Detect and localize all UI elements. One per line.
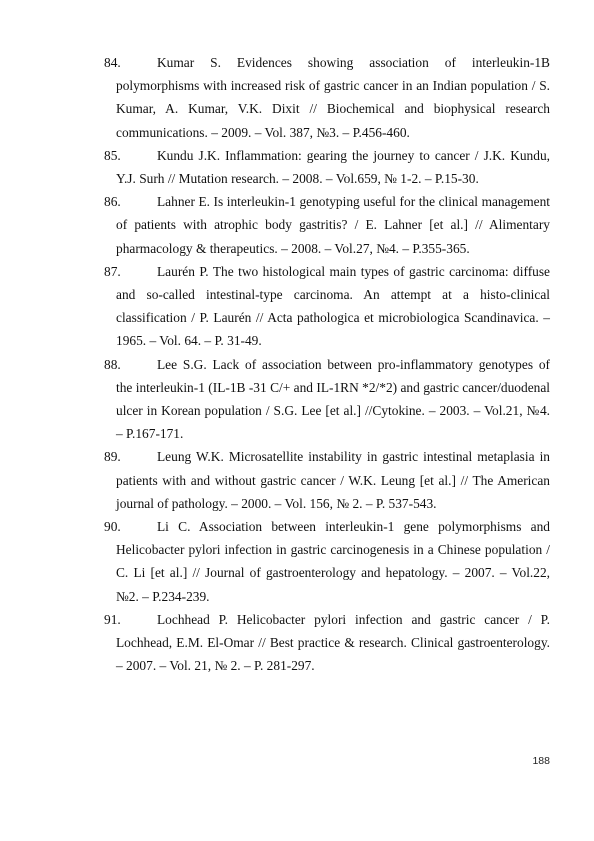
reference-text: Kundu J.K. Inflammation: gearing the journey to cancer / J.K. Kundu, Y.J. Surh // Mutation research. – 2008. – Vol.659, № 1-2. – P.15-30. bbox=[116, 147, 550, 187]
reference-text: Laurén P. The two histological main types of gastric carcinoma: diffuse and so-called intestinal-type carcinoma. An attempt at a histo-clinical classification / P. Laurén // Acta pathologica et microbiologica Scandinavica. – 1965. – Vol. 64. – P. 31-49. bbox=[116, 263, 550, 349]
reference-item bbox=[104, 190, 550, 260]
reference-text: Lochhead P. Helicobacter pylori infection and gastric cancer / P. Lochhead, E.M. El-Omar // Best practice & research. Clinical gastroenterology. – 2007. – Vol. 21, № 2. – P. 281-297. bbox=[116, 611, 550, 674]
reference-number: 90. bbox=[104, 519, 121, 535]
reference-number: 91. bbox=[104, 611, 121, 627]
reference-item bbox=[104, 608, 550, 678]
reference-list bbox=[104, 51, 550, 677]
reference-item bbox=[104, 260, 550, 353]
reference-item bbox=[104, 353, 550, 446]
reference-item bbox=[104, 515, 550, 608]
reference-number: 89. bbox=[104, 449, 121, 465]
reference-text: Leung W.K. Microsatellite instability in gastric intestinal metaplasia in patients with and without gastric cancer / W.K. Leung [et al.] // The American journal of pathology. – 2000. – Vol. 156, № 2. – P. 537-543. bbox=[116, 449, 550, 511]
reference-text: Kumar S. Evidences showing association of interleukin-1B polymorphisms with increased risk of gastric cancer in an Indian population / S. Kumar, A. Kumar, V.K. Dixit // Biochemical and biophysical research communications. – 2009. – Vol. 387, №3. – P.456-460. bbox=[116, 55, 550, 140]
page-number: 188 bbox=[532, 755, 550, 767]
reference-number: 87. bbox=[104, 263, 121, 279]
reference-text: Lee S.G. Lack of association between pro-inflammatory genotypes of the interleukin-1 (IL-1B -31 C/+ and IL-1RN *2/*2) and gastric cancer/duodenal ulcer in Korean population / S.G. Lee [et al.] //Cytokine. – 2003. – Vol.21, №4. – P.167-171. bbox=[116, 356, 550, 442]
reference-number: 88. bbox=[104, 356, 121, 372]
reference-item bbox=[104, 445, 550, 515]
reference-number: 86. bbox=[104, 194, 121, 210]
reference-text: Lahner E. Is interleukin-1 genotyping useful for the clinical management of patients with atrophic body gastritis? / E. Lahner [et al.] // Alimentary pharmacology & therapeutics. – 2008. – Vol.27, №4. – P.355-365. bbox=[116, 194, 550, 256]
reference-text: Li C. Association between interleukin-1 gene polymorphisms and Helicobacter pylori infection in gastric carcinogenesis in a Chinese population / C. Li [et al.] // Journal of gastroenterology and hepatology. – 2007. – Vol.22, №2. – P.234-239. bbox=[116, 519, 550, 604]
reference-item bbox=[104, 51, 550, 144]
reference-number: 85. bbox=[104, 147, 121, 163]
reference-number: 84. bbox=[104, 55, 121, 70]
reference-item bbox=[104, 144, 550, 190]
